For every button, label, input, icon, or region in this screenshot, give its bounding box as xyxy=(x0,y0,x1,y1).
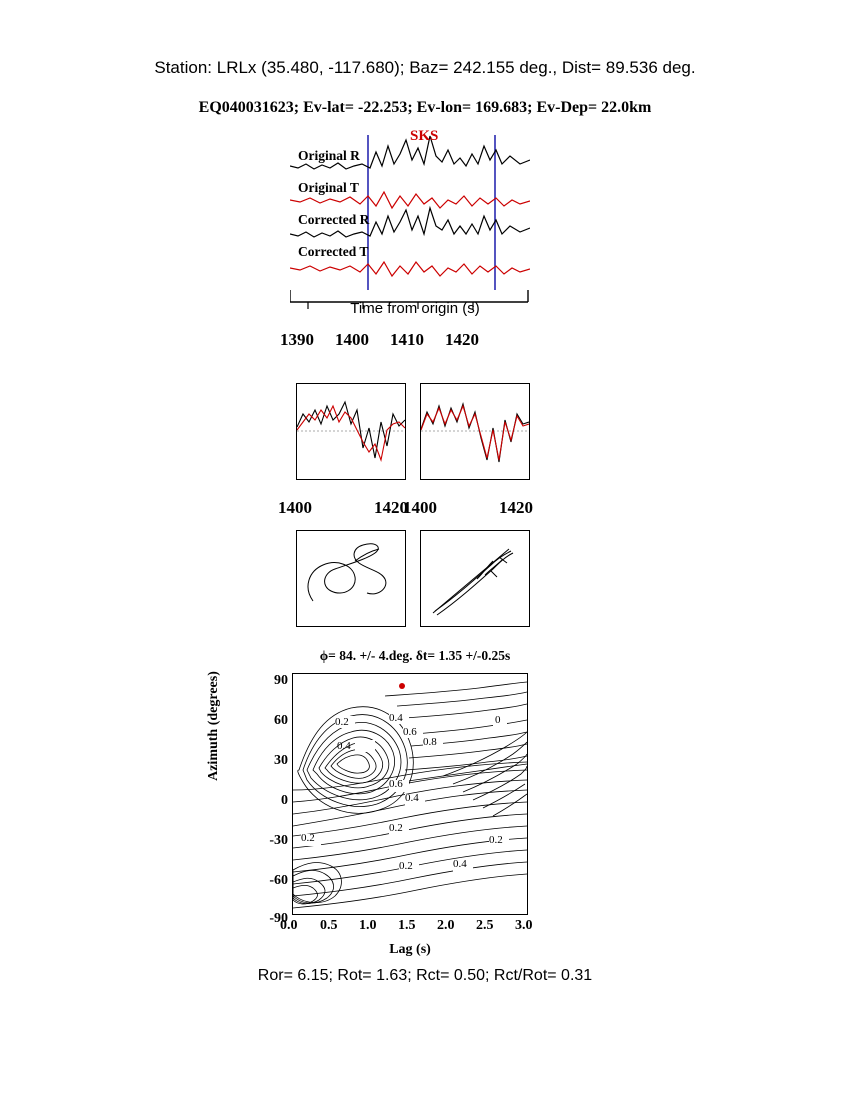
mini-left-tick-1400: 1400 xyxy=(278,498,312,517)
particle-motion-uncorrected-panel xyxy=(296,530,406,627)
mini-right-tick-1420: 1420 xyxy=(499,498,533,517)
contour-label-1: 0.4 xyxy=(389,712,403,724)
azimuth-tick-neg60: -60 xyxy=(269,873,288,888)
trace-corrected-t xyxy=(290,262,530,276)
station-header-line: Station: LRLx (35.480, -117.680); Baz= 242.155 deg., Dist= 89.536 deg. xyxy=(154,58,696,77)
time-tick-1410: 1410 xyxy=(390,330,424,349)
mini-left-tick-1420: 1420 xyxy=(374,498,408,517)
fast-slow-corrected-panel xyxy=(420,383,530,480)
trace-label-original-t: Original T xyxy=(298,180,359,195)
azimuth-tick-neg90: -90 xyxy=(269,911,288,926)
quality-metrics-footer: Ror= 6.15; Rot= 1.63; Rct= 0.50; Rct/Rot= 0.31 xyxy=(257,967,593,984)
particle-motion-path-uncorrected xyxy=(308,544,386,601)
contour-label-2: 0.6 xyxy=(389,778,403,790)
lag-tick-20: 2.0 xyxy=(437,918,455,933)
contour-title: ϕ= 84. +/- 4.deg. δt= 1.35 +/-0.25s xyxy=(319,648,511,663)
time-axis-title: Time from origin (s) xyxy=(350,300,480,317)
contour-label-11b: 0.2 xyxy=(399,860,413,872)
particle-motion-path-corrected-b xyxy=(437,553,513,615)
lag-axis-title: Lag (s) xyxy=(389,942,431,957)
fast-slow-corrected-svg xyxy=(421,384,529,479)
fast-slow-uncorrected-panel xyxy=(296,383,406,480)
contour-label-7: 0.2 xyxy=(389,822,403,834)
azimuth-tick-90: 90 xyxy=(274,673,288,688)
best-solution-marker xyxy=(399,683,405,689)
mini-right-tick-1400: 1400 xyxy=(403,498,437,517)
particle-motion-corrected-panel xyxy=(420,530,530,627)
contour-label-11: 0 xyxy=(495,714,501,726)
contour-label-8: 0.2 xyxy=(301,832,315,844)
sks-phase-label: SKS xyxy=(410,128,439,144)
lag-tick-10: 1.0 xyxy=(359,918,377,933)
particle-motion-uncorrected-svg xyxy=(297,531,405,626)
azimuth-axis-title: Azimuth (degrees) xyxy=(206,671,221,781)
error-surface-panel xyxy=(292,673,528,915)
azimuth-tick-60: 60 xyxy=(274,713,288,728)
time-tick-1400: 1400 xyxy=(335,330,369,349)
time-tick-1390: 1390 xyxy=(280,330,314,349)
mini-trace-slow-corrected xyxy=(421,406,529,460)
contour-label-6: 0.4 xyxy=(405,792,419,804)
particle-motion-path-corrected-a xyxy=(435,551,511,611)
azimuth-tick-neg30: -30 xyxy=(269,833,288,848)
trace-label-corrected-r: Corrected R xyxy=(298,212,370,227)
contour-label-5: 0.6 xyxy=(403,726,417,738)
particle-motion-tail-uncorrected xyxy=(355,549,379,561)
contour-label-9: 0.2 xyxy=(489,834,503,846)
trace-label-original-r: Original R xyxy=(298,148,360,163)
particle-motion-line-corrected xyxy=(433,549,509,613)
particle-motion-corrected-svg xyxy=(421,531,529,626)
lag-tick-30: 3.0 xyxy=(515,918,533,933)
mini-trace-fast-uncorrected xyxy=(297,402,405,458)
trace-label-corrected-t: Corrected T xyxy=(298,244,369,259)
lag-tick-00: 0.0 xyxy=(280,918,298,933)
contour-label-3: 0.8 xyxy=(423,736,437,748)
event-header-line: EQ040031623; Ev-lat= -22.253; Ev-lon= 169.683; Ev-Dep= 22.0km xyxy=(198,99,652,116)
contour-label-10: 0.4 xyxy=(453,858,467,870)
seismogram-panel xyxy=(290,130,530,325)
lag-tick-25: 2.5 xyxy=(476,918,494,933)
azimuth-tick-labels xyxy=(232,668,288,926)
azimuth-tick-0: 0 xyxy=(281,793,288,808)
time-tick-1420: 1420 xyxy=(445,330,479,349)
lag-tick-05: 0.5 xyxy=(320,918,338,933)
contour-label-0: 0.2 xyxy=(335,716,349,728)
fast-slow-uncorrected-svg xyxy=(297,384,405,479)
lag-tick-labels xyxy=(262,918,562,942)
contour-label-4: 0.4 xyxy=(337,740,351,752)
azimuth-tick-30: 30 xyxy=(274,753,288,768)
lag-tick-15: 1.5 xyxy=(398,918,416,933)
